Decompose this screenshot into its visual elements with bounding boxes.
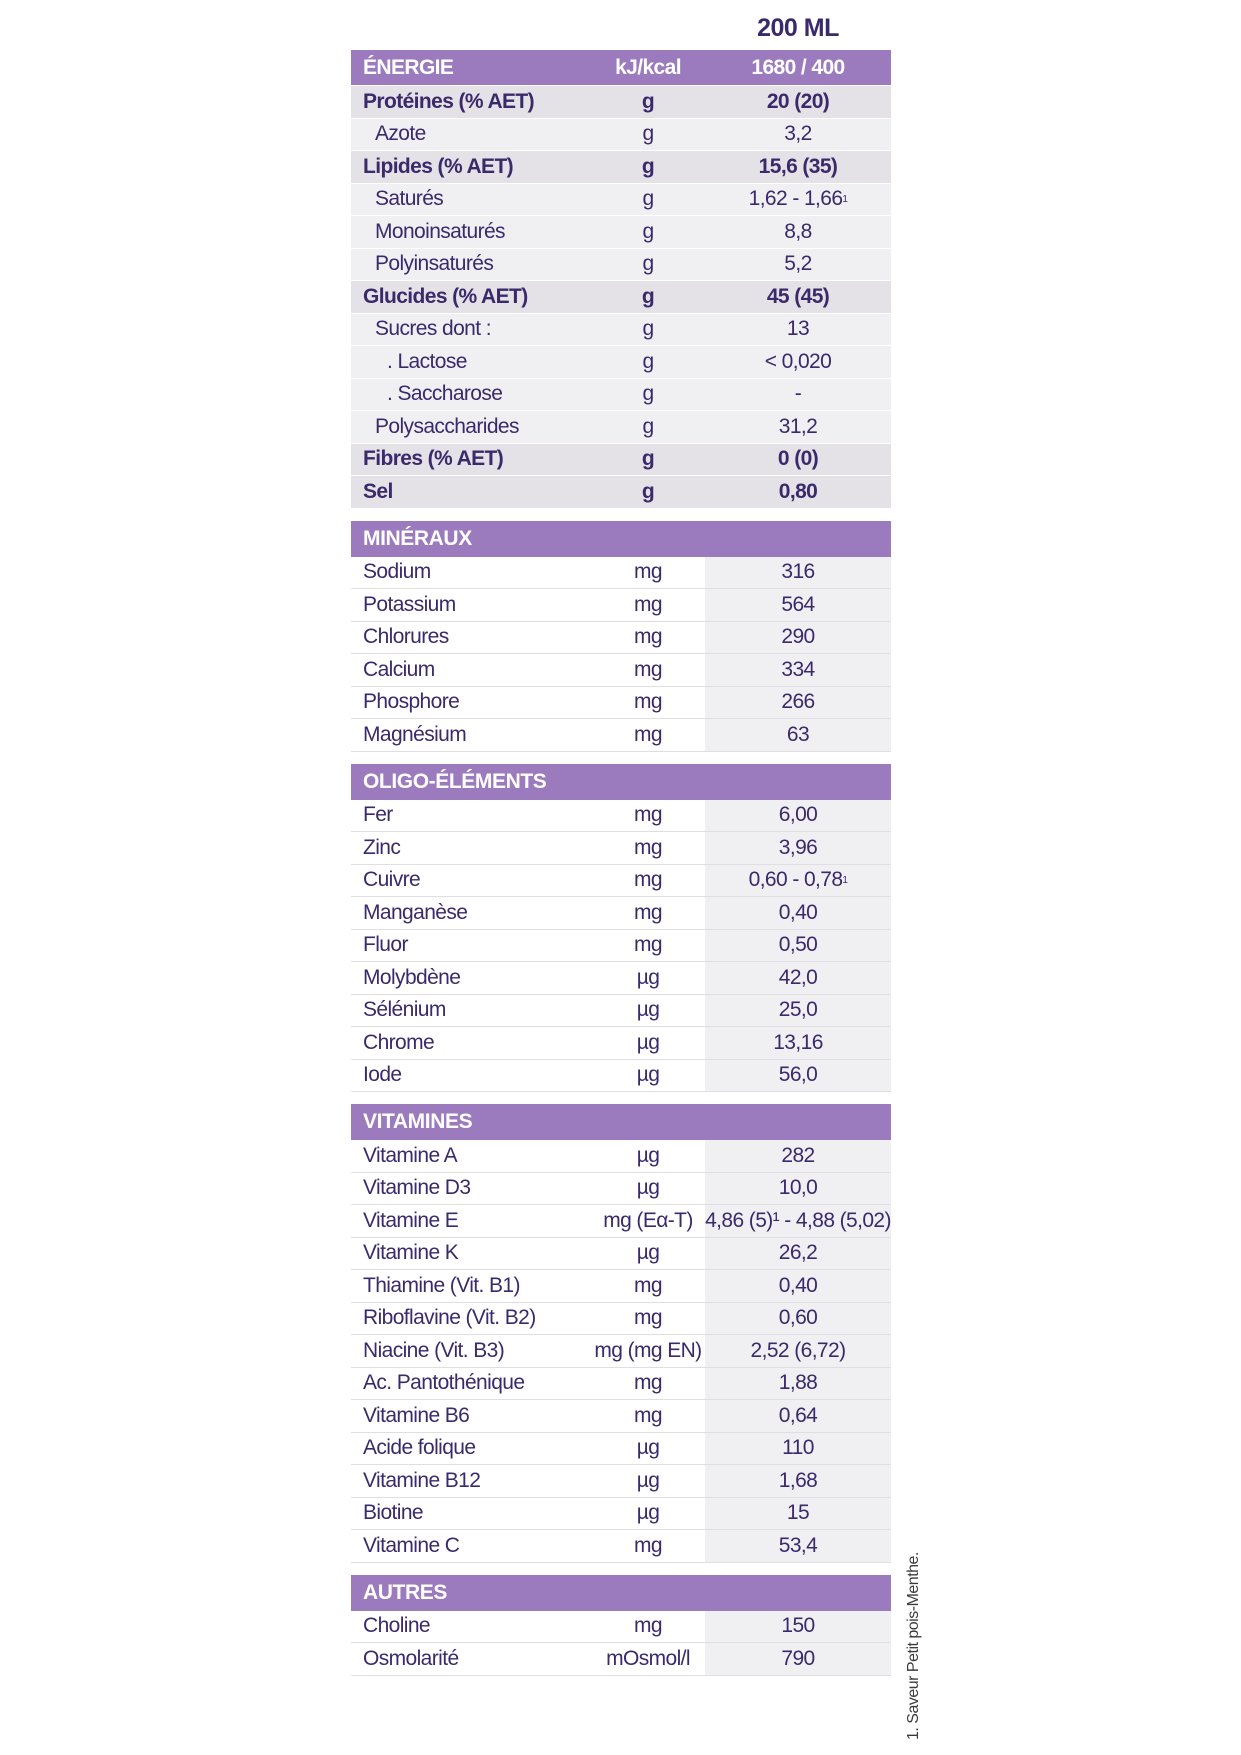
row-value: 13,16 [773, 1030, 823, 1054]
row-label: Vitamine B6 [351, 1404, 591, 1428]
row-unit: g [641, 447, 655, 471]
row-unit: mg [591, 658, 705, 682]
row-unit: µg [591, 1031, 705, 1055]
row-value: 10,0 [778, 1176, 818, 1200]
row-value: 3,96 [778, 835, 818, 859]
row-unit: mg [591, 690, 705, 714]
row-value: 1,62 - 1,66 [748, 187, 843, 211]
macronutrients-block [351, 86, 891, 509]
table-row [351, 1643, 891, 1676]
row-value-cell [705, 184, 891, 216]
table-row [351, 1060, 891, 1093]
table-row [351, 1335, 891, 1368]
table-row [351, 1270, 891, 1303]
row-label: Potassium [351, 593, 591, 617]
row-label: Saturés [375, 187, 444, 211]
row-value-cell [705, 86, 891, 118]
table-row [351, 962, 891, 995]
row-label: Protéines (% AET) [363, 89, 535, 113]
row-label: Sel [363, 479, 393, 503]
row-value-cell [705, 1611, 891, 1643]
row-unit: g [642, 349, 654, 373]
table-row [351, 622, 891, 655]
table-row [351, 1303, 891, 1336]
row-label: Phosphore [351, 690, 591, 714]
row-value-cell [705, 1400, 891, 1432]
table-row [351, 281, 891, 314]
row-label: Fibres (% AET) [363, 447, 504, 471]
section-header: MINÉRAUX [351, 521, 891, 557]
row-value: 0,60 - 0,78 [748, 868, 843, 892]
row-value: 1,68 [778, 1468, 818, 1492]
row-unit: µg [591, 1469, 705, 1493]
row-value-cell [705, 1270, 891, 1302]
row-value-cell [705, 962, 891, 994]
energy-row [351, 50, 891, 86]
row-value-cell [705, 476, 891, 508]
row-value-cell [705, 151, 891, 183]
row-value-cell [705, 1368, 891, 1400]
row-value: 316 [781, 560, 815, 584]
row-value-cell [705, 589, 891, 621]
row-value-cell [705, 346, 891, 378]
row-value-cell [705, 719, 891, 751]
row-value: 8,8 [784, 219, 812, 243]
table-row [351, 1173, 891, 1206]
row-value: 31,2 [778, 414, 818, 438]
row-value: 13 [786, 317, 810, 341]
row-label: Chrome [351, 1031, 591, 1055]
row-label: Glucides (% AET) [363, 284, 528, 308]
row-value-cell [705, 865, 891, 897]
row-unit: mg [591, 1614, 705, 1638]
row-label: . Saccharose [387, 382, 503, 406]
table-row [351, 1611, 891, 1644]
row-unit: mg [591, 723, 705, 747]
row-unit: mg [591, 1534, 705, 1558]
table-row [351, 379, 891, 412]
row-unit: µg [591, 1176, 705, 1200]
table-row [351, 444, 891, 477]
row-value-cell [705, 800, 891, 832]
row-value: 564 [781, 592, 815, 616]
energy-value: 1680 / 400 [751, 55, 845, 79]
row-label: Riboflavine (Vit. B2) [351, 1306, 591, 1330]
row-value: 334 [781, 657, 815, 681]
row-value: 150 [781, 1614, 815, 1638]
row-unit: g [641, 154, 655, 178]
row-value-cell [705, 654, 891, 686]
energy-label: ÉNERGIE [363, 55, 454, 79]
row-label: Azote [375, 122, 426, 146]
row-unit: µg [591, 1501, 705, 1525]
energy-unit: kJ/kcal [615, 55, 681, 79]
section-header: VITAMINES [351, 1104, 891, 1140]
row-label: Polyinsaturés [375, 252, 494, 276]
row-unit: g [642, 317, 654, 341]
footnote: 1. Saveur Petit pois-Menthe. [905, 1552, 922, 1740]
row-label: Zinc [351, 836, 591, 860]
table-row [351, 411, 891, 444]
row-value: 45 (45) [766, 284, 830, 308]
row-value: 282 [781, 1143, 815, 1167]
section-header: OLIGO-ÉLÉMENTS [351, 764, 891, 800]
row-value: 0,40 [778, 900, 818, 924]
row-label: . Lactose [387, 349, 467, 373]
row-unit: g [641, 284, 655, 308]
row-unit: mg [591, 1306, 705, 1330]
row-label: Monoinsaturés [375, 219, 505, 243]
row-unit: mg [591, 1371, 705, 1395]
row-value: 3,2 [784, 122, 812, 146]
row-unit: g [641, 479, 655, 503]
table-row [351, 654, 891, 687]
row-value: 0 (0) [777, 447, 819, 471]
table-row [351, 1465, 891, 1498]
row-value: 26,2 [778, 1241, 818, 1265]
row-value: 25,0 [778, 998, 818, 1022]
table-row [351, 151, 891, 184]
table-row [351, 119, 891, 152]
row-label: Vitamine B12 [351, 1469, 591, 1493]
row-value: 5,2 [784, 252, 812, 276]
row-unit: µg [591, 1063, 705, 1087]
row-unit: mOsmol/l [591, 1647, 705, 1671]
table-top-header [351, 0, 891, 50]
row-value: 110 [782, 1436, 814, 1460]
table-row [351, 589, 891, 622]
row-value-cell [705, 832, 891, 864]
row-unit: g [642, 187, 654, 211]
row-unit: g [642, 122, 654, 146]
row-value: 4,86 (5)¹ - 4,88 (5,02) [705, 1208, 891, 1232]
row-value-cell [705, 995, 891, 1027]
row-value: < 0,020 [764, 349, 832, 373]
row-value-cell [705, 1530, 891, 1562]
row-label: Vitamine E [351, 1209, 591, 1233]
table-row [351, 800, 891, 833]
row-value-cell [705, 622, 891, 654]
row-unit: mg [591, 593, 705, 617]
table-row [351, 476, 891, 509]
row-unit: mg [591, 625, 705, 649]
row-value-cell [705, 379, 891, 411]
table-row [351, 687, 891, 720]
row-label: Vitamine D3 [351, 1176, 591, 1200]
row-label: Acide folique [351, 1436, 591, 1460]
row-unit: mg [591, 868, 705, 892]
row-label: Lipides (% AET) [363, 154, 514, 178]
table-row [351, 249, 891, 282]
row-value: 2,52 (6,72) [750, 1338, 846, 1362]
section-gap [351, 1092, 891, 1104]
row-value-cell [705, 216, 891, 248]
row-unit: µg [591, 1241, 705, 1265]
row-label: Molybdène [351, 966, 591, 990]
row-label: Osmolarité [351, 1647, 591, 1671]
row-label: Niacine (Vit. B3) [351, 1339, 591, 1363]
row-value: 56,0 [778, 1063, 818, 1087]
row-value-cell [705, 687, 891, 719]
sections-block [351, 509, 891, 1676]
table-row [351, 86, 891, 119]
row-value-cell [705, 897, 891, 929]
row-value: 0,50 [778, 933, 818, 957]
row-value: 290 [781, 625, 815, 649]
row-label: Manganèse [351, 901, 591, 925]
row-unit: µg [591, 1144, 705, 1168]
row-unit: g [641, 89, 655, 113]
row-value-cell [705, 1643, 891, 1675]
row-label: Thiamine (Vit. B1) [351, 1274, 591, 1298]
row-label: Biotine [351, 1501, 591, 1525]
row-label: Iode [351, 1063, 591, 1087]
row-label: Sucres dont : [375, 317, 491, 341]
row-value-cell [705, 281, 891, 313]
table-row [351, 184, 891, 217]
table-row [351, 346, 891, 379]
row-unit: g [642, 219, 654, 243]
row-value: 53,4 [778, 1533, 818, 1557]
row-unit: mg [591, 1404, 705, 1428]
section-gap [351, 509, 891, 521]
row-value: 0,60 [778, 1306, 818, 1330]
row-value-cell [705, 314, 891, 346]
row-label: Sodium [351, 560, 591, 584]
row-value: 15 [786, 1501, 810, 1525]
row-unit: mg [591, 901, 705, 925]
table-row [351, 865, 891, 898]
row-unit: µg [591, 1436, 705, 1460]
row-label: Fluor [351, 933, 591, 957]
row-value-cell [705, 444, 891, 476]
row-unit: mg (Eα-T) [591, 1209, 705, 1233]
table-row [351, 557, 891, 590]
row-value: 1,88 [778, 1371, 818, 1395]
row-value-cell [705, 1465, 891, 1497]
row-value: 790 [781, 1646, 815, 1670]
table-row [351, 930, 891, 963]
table-row [351, 1205, 891, 1238]
row-value: 0,64 [778, 1403, 818, 1427]
row-label: Polysaccharides [375, 414, 519, 438]
footnote-marker: 1 [842, 193, 848, 205]
section-gap [351, 1563, 891, 1575]
section-header: AUTRES [351, 1575, 891, 1611]
row-unit: g [642, 414, 654, 438]
row-value-cell [705, 411, 891, 443]
row-value-cell [705, 1238, 891, 1270]
table-row [351, 1530, 891, 1563]
row-label: Vitamine A [351, 1144, 591, 1168]
row-value-cell [705, 1433, 891, 1465]
row-value-cell [705, 1205, 891, 1237]
row-label: Choline [351, 1614, 591, 1638]
row-label: Vitamine K [351, 1241, 591, 1265]
section-gap [351, 752, 891, 764]
row-value: 20 (20) [766, 89, 830, 113]
column-title: 200 ML [757, 14, 839, 42]
row-value-cell [705, 119, 891, 151]
row-value: 15,6 (35) [758, 154, 838, 178]
row-value: 63 [786, 722, 810, 746]
row-value: 0,80 [778, 479, 818, 503]
footnote-marker: 1 [842, 874, 848, 886]
row-value: 6,00 [778, 803, 818, 827]
row-value-cell [705, 249, 891, 281]
row-unit: mg [591, 1274, 705, 1298]
row-unit: mg [591, 803, 705, 827]
table-row [351, 1238, 891, 1271]
row-label: Calcium [351, 658, 591, 682]
table-row [351, 1027, 891, 1060]
table-row [351, 719, 891, 752]
row-unit: mg [591, 836, 705, 860]
row-value: 0,40 [778, 1273, 818, 1297]
row-unit: µg [591, 998, 705, 1022]
table-row [351, 832, 891, 865]
row-value-cell [705, 557, 891, 589]
row-unit: g [642, 382, 654, 406]
table-row [351, 216, 891, 249]
row-value-cell [705, 1498, 891, 1530]
row-value-cell [705, 1027, 891, 1059]
row-value-cell [705, 1140, 891, 1172]
row-label: Fer [351, 803, 591, 827]
row-unit: mg [591, 560, 705, 584]
row-label: Ac. Pantothénique [351, 1371, 591, 1395]
table-row [351, 1498, 891, 1531]
row-value: 266 [781, 690, 815, 714]
row-label: Vitamine C [351, 1534, 591, 1558]
row-label: Sélénium [351, 998, 591, 1022]
nutrition-table [351, 0, 891, 1676]
row-unit: mg (mg EN) [591, 1339, 705, 1363]
row-value: - [794, 382, 802, 406]
row-unit: mg [591, 933, 705, 957]
row-label: Magnésium [351, 723, 591, 747]
row-unit: µg [591, 966, 705, 990]
row-label: Cuivre [351, 868, 591, 892]
row-value-cell [705, 1335, 891, 1367]
table-row [351, 314, 891, 347]
row-value-cell [705, 1173, 891, 1205]
row-value: 42,0 [778, 965, 818, 989]
table-row [351, 995, 891, 1028]
table-row [351, 1400, 891, 1433]
row-value-cell [705, 1060, 891, 1092]
row-label: Chlorures [351, 625, 591, 649]
row-value-cell [705, 930, 891, 962]
table-row [351, 1433, 891, 1466]
table-row [351, 897, 891, 930]
row-unit: g [642, 252, 654, 276]
table-row [351, 1140, 891, 1173]
row-value-cell [705, 1303, 891, 1335]
table-row [351, 1368, 891, 1401]
